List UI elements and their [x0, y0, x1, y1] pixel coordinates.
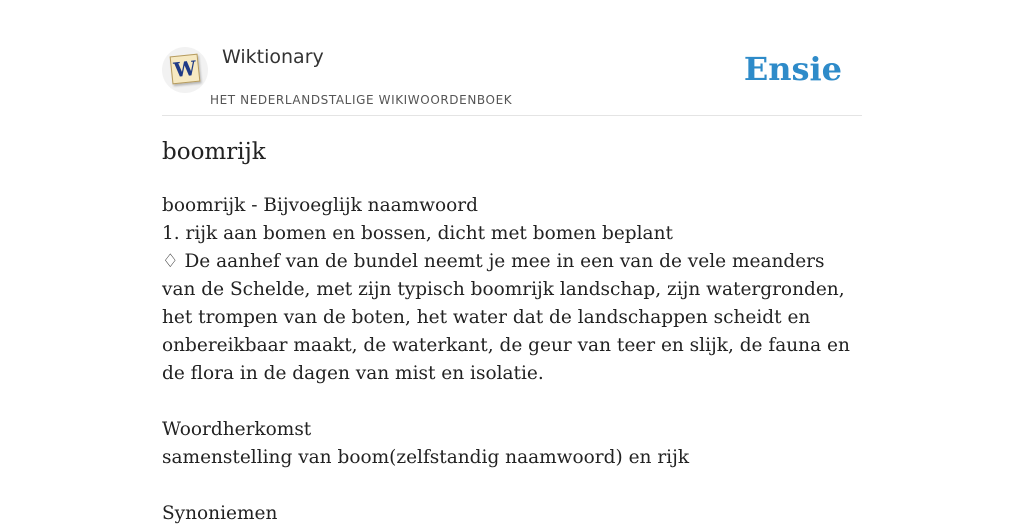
- example-sentence: ♢ De aanhef van de bundel neemt je mee in een van de vele meanders van de Schelde, met zijn typisch boomrijk landschap, zijn watergronden, het trompen van de boten, het water dat de landschappen scheidt en onbereikbaar maakt, de waterkant, de geur van teer en slijk, de fauna en de flora in de dagen van mist en isolatie.: [162, 251, 850, 384]
- site-name-link[interactable]: Wiktionary: [222, 46, 324, 68]
- spacer: [162, 472, 862, 500]
- page: [162, 0, 862, 524]
- spacer: [162, 388, 862, 416]
- site-tagline: HET NEDERLANDSTALIGE WIKIWOORDENBOEK: [210, 93, 513, 107]
- entry-content: [162, 192, 862, 528]
- logo-letter: W: [172, 55, 198, 83]
- etymology-heading: Woordherkomst: [162, 419, 312, 440]
- page-title: boomrijk: [162, 139, 266, 165]
- site-header: [162, 0, 862, 116]
- logo-tile: [170, 54, 201, 85]
- word-class-line: boomrijk - Bijvoeglijk naamwoord: [162, 195, 478, 216]
- definition: 1. rijk aan bomen en bossen, dicht met bomen beplant: [162, 223, 673, 244]
- etymology-text: samenstelling van boom(zelfstandig naamwoord) en rijk: [162, 447, 690, 468]
- ensie-brand-link[interactable]: Ensie: [743, 50, 842, 88]
- wiktionary-logo-icon[interactable]: [162, 47, 208, 93]
- synonyms-heading: Synoniemen: [162, 503, 278, 524]
